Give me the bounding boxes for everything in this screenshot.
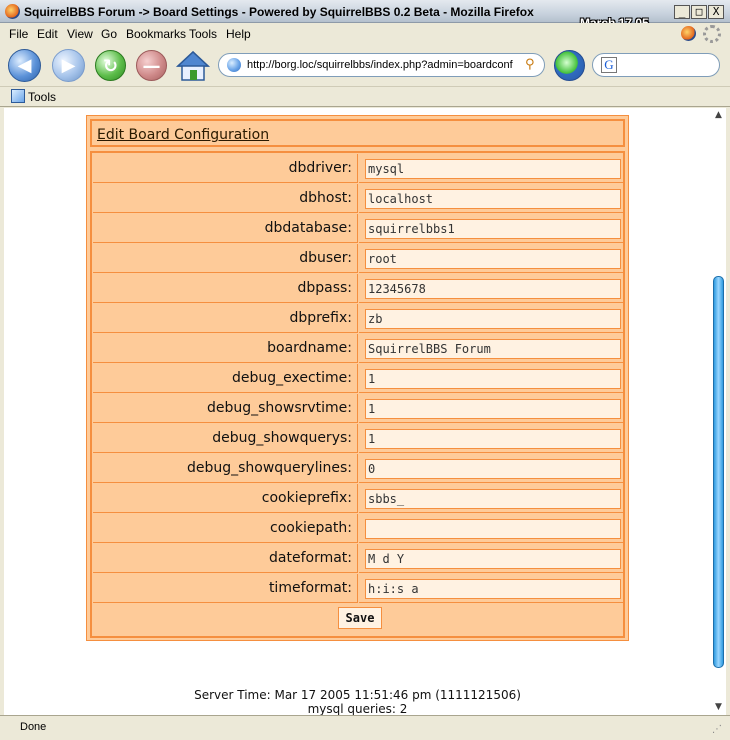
forward-button[interactable] <box>52 49 85 82</box>
field-label: debug_exectime: <box>93 364 358 393</box>
config-row <box>93 304 622 334</box>
google-icon[interactable]: G <box>601 57 617 73</box>
field-cell <box>359 304 624 333</box>
field-label: dbdriver: <box>93 154 358 183</box>
field-label: dbuser: <box>93 244 358 273</box>
field-cell <box>359 184 624 213</box>
config-row <box>93 424 622 454</box>
config-field-input[interactable] <box>365 429 621 449</box>
scroll-down-icon[interactable]: ▼ <box>715 702 722 712</box>
field-cell <box>359 274 624 303</box>
config-field-input[interactable] <box>365 249 621 269</box>
field-label: cookieprefix: <box>93 484 358 513</box>
go-button[interactable] <box>554 50 585 81</box>
menu-view[interactable]: View <box>67 27 93 41</box>
config-form <box>90 151 625 638</box>
server-time: Server Time: Mar 17 2005 11:51:46 pm (1111121506) <box>194 688 521 702</box>
config-field-input[interactable] <box>365 219 621 239</box>
firefox-icon <box>5 4 20 19</box>
bookmark-tools[interactable]: Tools <box>28 90 57 104</box>
menu-tools[interactable]: Tools <box>189 27 218 41</box>
config-field-input[interactable] <box>365 159 621 179</box>
field-cell <box>359 154 624 183</box>
forward-arrow-icon: ▶ <box>61 55 76 76</box>
config-field-input[interactable] <box>365 519 621 539</box>
config-row <box>93 184 622 214</box>
page-content <box>4 108 711 715</box>
panel-header <box>90 119 625 147</box>
config-row <box>93 274 622 304</box>
config-field-input[interactable] <box>365 369 621 389</box>
config-row <box>93 544 622 574</box>
bookmarks-toolbar <box>0 87 730 107</box>
field-label: dateformat: <box>93 544 358 573</box>
field-cell <box>359 484 624 513</box>
config-row <box>93 394 622 424</box>
config-field-input[interactable] <box>365 489 621 509</box>
field-label: debug_showquerylines: <box>93 454 358 483</box>
reload-button[interactable] <box>95 50 126 81</box>
config-row <box>93 334 622 364</box>
field-cell <box>359 334 624 363</box>
field-label: timeformat: <box>93 574 358 603</box>
save-button[interactable]: Save <box>338 607 382 629</box>
field-label: debug_showsrvtime: <box>93 394 358 423</box>
menu-bar <box>0 23 730 45</box>
field-cell <box>359 214 624 243</box>
stop-icon: — <box>142 56 161 77</box>
feed-icon[interactable]: ⚲ <box>525 57 535 72</box>
globe-icon <box>227 58 241 72</box>
field-cell <box>359 574 624 603</box>
close-button[interactable]: X <box>708 5 724 19</box>
url-text[interactable]: http://borg.loc/squirrelbbs/index.php?admin=boardconf <box>247 59 513 71</box>
page-title[interactable]: Edit Board Configuration <box>97 127 270 143</box>
back-arrow-icon: ◀ <box>17 55 32 76</box>
reload-icon: ↻ <box>102 56 119 77</box>
config-field-input[interactable] <box>365 339 621 359</box>
config-field-input[interactable] <box>365 189 621 209</box>
config-row <box>93 484 622 514</box>
config-field-input[interactable] <box>365 279 621 299</box>
scroll-up-icon[interactable]: ▲ <box>715 110 722 120</box>
config-row <box>93 154 622 184</box>
menu-edit[interactable]: Edit <box>37 27 58 41</box>
field-label: cookiepath: <box>93 514 358 543</box>
bookmark-folder-icon <box>11 89 25 103</box>
resize-grip-icon[interactable]: ⋰ <box>712 724 722 735</box>
field-label: dbpass: <box>93 274 358 303</box>
field-cell <box>359 424 624 453</box>
menu-go[interactable]: Go <box>101 27 118 41</box>
field-cell <box>359 544 624 573</box>
board-config-panel <box>86 115 629 641</box>
status-text: Done <box>20 721 47 733</box>
field-cell <box>359 244 624 273</box>
vertical-scrollbar[interactable] <box>711 108 726 715</box>
window-title: SquirrelBBS Forum -> Board Settings - Powered by SquirrelBBS 0.2 Beta - Mozilla Firefox <box>24 5 534 19</box>
config-field-input[interactable] <box>365 549 621 569</box>
field-cell <box>359 514 624 543</box>
navigation-toolbar <box>0 45 730 87</box>
config-row <box>93 214 622 244</box>
menu-file[interactable]: File <box>9 27 29 41</box>
field-cell <box>359 454 624 483</box>
config-row <box>93 514 622 544</box>
field-label: dbhost: <box>93 184 358 213</box>
config-row <box>93 454 622 484</box>
config-row <box>93 364 622 394</box>
throbber-icon <box>703 25 721 43</box>
scroll-thumb[interactable] <box>713 276 724 668</box>
config-field-input[interactable] <box>365 459 621 479</box>
config-row <box>93 574 622 604</box>
save-row <box>93 604 622 636</box>
search-input[interactable] <box>592 53 720 77</box>
field-label: dbprefix: <box>93 304 358 333</box>
config-field-input[interactable] <box>365 399 621 419</box>
mozilla-icon <box>681 26 696 41</box>
field-cell <box>359 394 624 423</box>
query-count: mysql queries: 2 <box>307 702 408 715</box>
status-bar <box>0 715 730 740</box>
stop-button[interactable] <box>136 50 167 81</box>
maximize-button[interactable]: □ <box>691 5 707 19</box>
home-icon[interactable] <box>176 50 210 82</box>
title-bar <box>0 0 730 23</box>
minimize-button[interactable]: _ <box>674 5 690 19</box>
field-label: debug_showquerys: <box>93 424 358 453</box>
menu-help[interactable]: Help <box>226 27 251 41</box>
config-field-input[interactable] <box>365 579 621 599</box>
address-bar[interactable] <box>218 53 545 77</box>
field-label: dbdatabase: <box>93 214 358 243</box>
config-row <box>93 244 622 274</box>
field-cell <box>359 364 624 393</box>
field-label: boardname: <box>93 334 358 363</box>
back-button[interactable] <box>8 49 41 82</box>
config-field-input[interactable] <box>365 309 621 329</box>
menu-bookmarks[interactable]: Bookmarks <box>126 27 187 41</box>
